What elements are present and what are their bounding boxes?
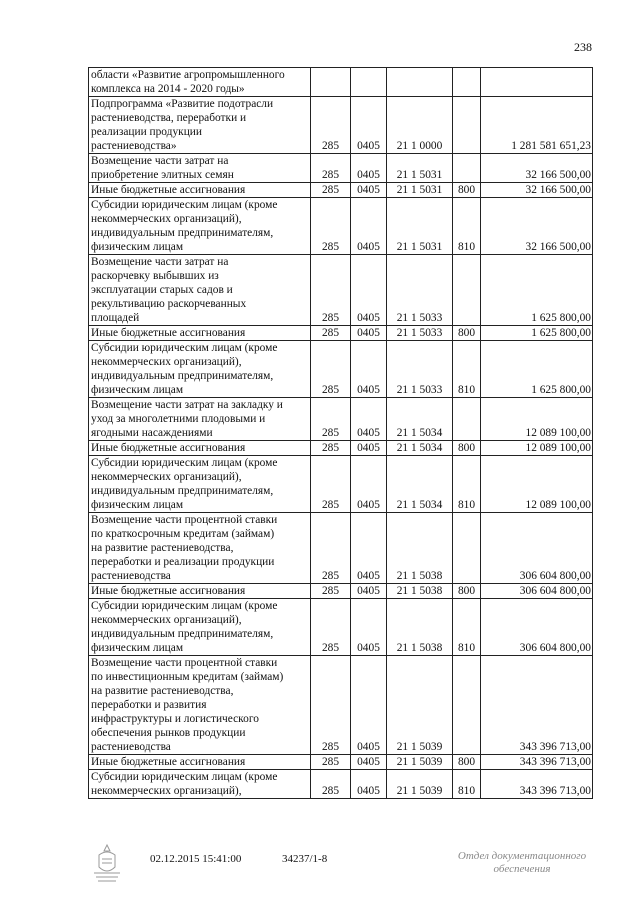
row-target: 21 1 5034 xyxy=(387,456,453,513)
row-amount: 1 625 800,00 xyxy=(481,255,593,326)
row-code: 285 xyxy=(311,154,351,183)
row-name: Возмещение части процентной ставки по инвестиционным кредитам (займам) на развитие растениеводства, переработки и развития инфраструктуры и логистического обеспечения рынков продукции растениеводства xyxy=(89,656,311,755)
table-row xyxy=(89,398,593,441)
table-row xyxy=(89,441,593,456)
table-row xyxy=(89,183,593,198)
row-name: Субсидии юридическим лицам (кроме некоммерческих организаций), индивидуальным предпринимателям, физическим лицам xyxy=(89,599,311,656)
row-name: Возмещение части затрат на приобретение элитных семян xyxy=(89,154,311,183)
row-target xyxy=(387,68,453,97)
row-type xyxy=(453,398,481,441)
row-target: 21 1 5038 xyxy=(387,599,453,656)
table-row xyxy=(89,770,593,799)
table-row xyxy=(89,198,593,255)
row-section: 0405 xyxy=(351,97,387,154)
row-type xyxy=(453,513,481,584)
row-name: Подпрограмма «Развитие подотрасли растениеводства, переработки и реализации продукции растениеводства» xyxy=(89,97,311,154)
row-amount: 1 625 800,00 xyxy=(481,326,593,341)
row-name: Иные бюджетные ассигнования xyxy=(89,755,311,770)
row-name: Субсидии юридическим лицам (кроме некоммерческих организаций), индивидуальным предпринимателям, физическим лицам xyxy=(89,341,311,398)
row-code: 285 xyxy=(311,656,351,755)
row-target: 21 1 5033 xyxy=(387,326,453,341)
row-type: 810 xyxy=(453,770,481,799)
row-name: Иные бюджетные ассигнования xyxy=(89,441,311,456)
row-type: 800 xyxy=(453,441,481,456)
row-section: 0405 xyxy=(351,456,387,513)
row-code: 285 xyxy=(311,441,351,456)
row-target: 21 1 5039 xyxy=(387,755,453,770)
row-section: 0405 xyxy=(351,398,387,441)
row-amount: 306 604 800,00 xyxy=(481,599,593,656)
row-amount xyxy=(481,68,593,97)
row-section: 0405 xyxy=(351,441,387,456)
row-type: 810 xyxy=(453,456,481,513)
row-name: Возмещение части затрат на раскорчевку выбывших из эксплуатации старых садов и рекультивацию раскорчеванных площадей xyxy=(89,255,311,326)
row-name: Субсидии юридическим лицам (кроме некоммерческих организаций), xyxy=(89,770,311,799)
row-name: Иные бюджетные ассигнования xyxy=(89,326,311,341)
table-row xyxy=(89,326,593,341)
row-type: 810 xyxy=(453,198,481,255)
row-amount: 343 396 713,00 xyxy=(481,656,593,755)
row-amount: 306 604 800,00 xyxy=(481,584,593,599)
row-target: 21 1 5033 xyxy=(387,341,453,398)
row-amount: 1 625 800,00 xyxy=(481,341,593,398)
row-type xyxy=(453,154,481,183)
footer-stamp: Отдел документационного обеспечения xyxy=(457,850,587,875)
row-target: 21 1 5031 xyxy=(387,198,453,255)
row-code xyxy=(311,68,351,97)
row-target: 21 1 5034 xyxy=(387,441,453,456)
row-target: 21 1 5038 xyxy=(387,513,453,584)
emblem-icon xyxy=(90,843,124,883)
row-target: 21 1 5033 xyxy=(387,255,453,326)
table-row xyxy=(89,341,593,398)
row-name: Возмещение части затрат на закладку и уход за многолетними плодовыми и ягодными насаждениями xyxy=(89,398,311,441)
table-row xyxy=(89,599,593,656)
row-section: 0405 xyxy=(351,198,387,255)
row-section xyxy=(351,68,387,97)
row-code: 285 xyxy=(311,183,351,198)
row-code: 285 xyxy=(311,398,351,441)
row-amount: 32 166 500,00 xyxy=(481,154,593,183)
row-amount: 343 396 713,00 xyxy=(481,770,593,799)
footer-datetime: 02.12.2015 15:41:00 xyxy=(150,853,242,865)
table-row xyxy=(89,456,593,513)
row-code: 285 xyxy=(311,97,351,154)
table-row xyxy=(89,513,593,584)
row-code: 285 xyxy=(311,326,351,341)
row-code: 285 xyxy=(311,584,351,599)
row-type: 800 xyxy=(453,755,481,770)
row-amount: 32 166 500,00 xyxy=(481,183,593,198)
row-amount: 12 089 100,00 xyxy=(481,441,593,456)
row-section: 0405 xyxy=(351,154,387,183)
row-code: 285 xyxy=(311,341,351,398)
row-section: 0405 xyxy=(351,183,387,198)
row-type: 810 xyxy=(453,599,481,656)
footer-doc-number: 34237/1-8 xyxy=(282,853,328,865)
row-name: области «Развитие агропромышленного комплекса на 2014 - 2020 годы» xyxy=(89,68,311,97)
row-code: 285 xyxy=(311,456,351,513)
budget-table xyxy=(88,67,593,799)
table-row xyxy=(89,154,593,183)
row-code: 285 xyxy=(311,770,351,799)
row-section: 0405 xyxy=(351,656,387,755)
row-amount: 32 166 500,00 xyxy=(481,198,593,255)
row-name: Иные бюджетные ассигнования xyxy=(89,584,311,599)
row-amount: 1 281 581 651,23 xyxy=(481,97,593,154)
row-target: 21 1 5038 xyxy=(387,584,453,599)
row-name: Субсидии юридическим лицам (кроме некоммерческих организаций), индивидуальным предпринимателям, физическим лицам xyxy=(89,198,311,255)
row-type xyxy=(453,68,481,97)
row-code: 285 xyxy=(311,198,351,255)
row-target: 21 1 5031 xyxy=(387,154,453,183)
row-section: 0405 xyxy=(351,255,387,326)
row-amount: 306 604 800,00 xyxy=(481,513,593,584)
row-section: 0405 xyxy=(351,341,387,398)
table-row xyxy=(89,584,593,599)
row-amount: 12 089 100,00 xyxy=(481,456,593,513)
row-type: 810 xyxy=(453,341,481,398)
row-target: 21 1 0000 xyxy=(387,97,453,154)
row-type xyxy=(453,255,481,326)
row-amount: 12 089 100,00 xyxy=(481,398,593,441)
row-target: 21 1 5034 xyxy=(387,398,453,441)
row-code: 285 xyxy=(311,755,351,770)
row-type: 800 xyxy=(453,326,481,341)
row-name: Иные бюджетные ассигнования xyxy=(89,183,311,198)
row-section: 0405 xyxy=(351,755,387,770)
table-row xyxy=(89,755,593,770)
row-name: Субсидии юридическим лицам (кроме некоммерческих организаций), индивидуальным предпринимателям, физическим лицам xyxy=(89,456,311,513)
row-type xyxy=(453,656,481,755)
row-code: 285 xyxy=(311,513,351,584)
table-row xyxy=(89,656,593,755)
row-target: 21 1 5039 xyxy=(387,656,453,755)
row-section: 0405 xyxy=(351,513,387,584)
table-row xyxy=(89,255,593,326)
row-section: 0405 xyxy=(351,599,387,656)
row-target: 21 1 5039 xyxy=(387,770,453,799)
table-row xyxy=(89,97,593,154)
row-type xyxy=(453,97,481,154)
budget-table-body xyxy=(89,68,593,799)
row-name: Возмещение части процентной ставки по краткосрочным кредитам (займам) на развитие растениеводства, переработки и реализации продукции растениеводства xyxy=(89,513,311,584)
page-number: 238 xyxy=(574,40,592,54)
table-row xyxy=(89,68,593,97)
row-section: 0405 xyxy=(351,584,387,599)
row-section: 0405 xyxy=(351,326,387,341)
row-section: 0405 xyxy=(351,770,387,799)
row-type: 800 xyxy=(453,584,481,599)
row-code: 285 xyxy=(311,599,351,656)
row-code: 285 xyxy=(311,255,351,326)
row-target: 21 1 5031 xyxy=(387,183,453,198)
row-amount: 343 396 713,00 xyxy=(481,755,593,770)
row-type: 800 xyxy=(453,183,481,198)
